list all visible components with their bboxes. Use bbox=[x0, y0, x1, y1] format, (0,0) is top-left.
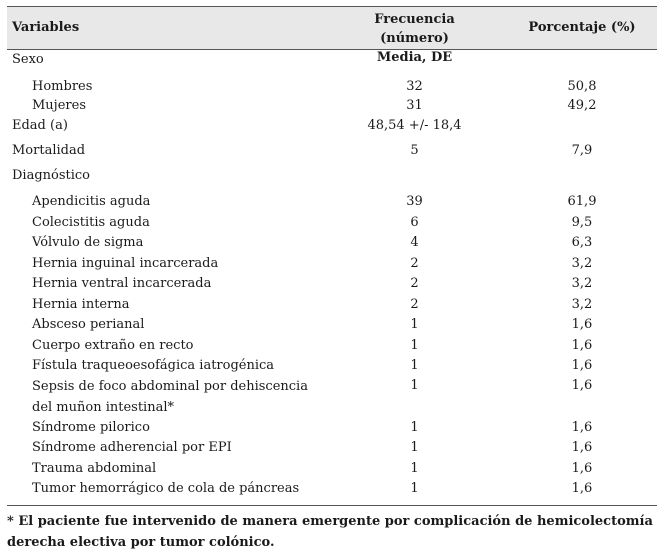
row-label: Sepsis de foco abdominal por dehiscencia del muñon intestinal* bbox=[32, 379, 308, 415]
row-percentage: 1,6 bbox=[571, 481, 593, 496]
row-percentage: 6,3 bbox=[571, 235, 593, 250]
row-frequency: 1 bbox=[410, 338, 419, 353]
row-label: Fístula traqueoesofágica iatrogénica bbox=[32, 358, 275, 373]
row-frequency: 1 bbox=[410, 420, 419, 435]
row-frequency: 4 bbox=[410, 235, 419, 250]
row-label: Tumor hemorrágico de cola de páncreas bbox=[32, 481, 300, 496]
row-frequency: 1 bbox=[410, 358, 419, 373]
section-label: Sexo bbox=[12, 52, 44, 67]
section-label: Edad (a) bbox=[12, 118, 68, 133]
row-frequency: 5 bbox=[410, 143, 419, 158]
row-frequency: 39 bbox=[406, 194, 423, 209]
row-percentage: 61,9 bbox=[567, 194, 597, 209]
row-frequency: 2 bbox=[410, 297, 419, 312]
header-variables: Variables bbox=[12, 20, 80, 35]
row-percentage: 1,6 bbox=[571, 358, 593, 373]
row-label: Cuerpo extraño en recto bbox=[32, 338, 194, 353]
row-frequency: 2 bbox=[410, 276, 419, 291]
row-frequency: 1 bbox=[410, 461, 419, 476]
table-footnote: * El paciente fue intervenido de manera emergente por complicación de hemicolectomía derecha electiva por tumor colónico. bbox=[7, 514, 653, 550]
row-percentage: 1,6 bbox=[571, 317, 593, 332]
row-frequency: 1 bbox=[410, 378, 419, 393]
row-percentage: 1,6 bbox=[571, 440, 593, 455]
header-frequency-line1: Frecuencia (número) bbox=[374, 12, 455, 46]
row-percentage: 7,9 bbox=[571, 143, 593, 158]
header-frequency bbox=[347, 10, 482, 67]
row-percentage: 9,5 bbox=[571, 215, 593, 230]
row-frequency: 32 bbox=[406, 79, 423, 94]
header-frequency-line2: Media, DE bbox=[376, 50, 453, 65]
row-label: Absceso perianal bbox=[32, 317, 145, 332]
row-frequency: 6 bbox=[410, 215, 419, 230]
row-label: Hombres bbox=[32, 79, 93, 94]
row-label: Hernia inguinal incarcerada bbox=[32, 256, 219, 271]
row-percentage: 3,2 bbox=[571, 256, 593, 271]
row-label: Mujeres bbox=[32, 98, 86, 113]
row-frequency: 1 bbox=[410, 440, 419, 455]
row-frequency: 1 bbox=[410, 481, 419, 496]
row-percentage: 3,2 bbox=[571, 276, 593, 291]
row-label: Trauma abdominal bbox=[32, 461, 157, 476]
edad-value: 48,54 +/- 18,4 bbox=[367, 118, 462, 133]
row-percentage: 50,8 bbox=[567, 79, 597, 94]
header-percentage: Porcentaje (%) bbox=[528, 20, 636, 35]
row-label: Colecistitis aguda bbox=[32, 215, 150, 230]
row-frequency: 31 bbox=[406, 98, 423, 113]
row-label: Vólvulo de sigma bbox=[32, 235, 144, 250]
row-label: Síndrome pilorico bbox=[32, 420, 150, 435]
table-bottom-rule bbox=[7, 505, 657, 506]
results-table bbox=[7, 6, 657, 496]
row-frequency: 2 bbox=[410, 256, 419, 271]
row-frequency: 1 bbox=[410, 317, 419, 332]
section-label: Mortalidad bbox=[12, 143, 86, 158]
row-percentage: 1,6 bbox=[571, 378, 593, 393]
row-label: Hernia ventral incarcerada bbox=[32, 276, 212, 291]
row-percentage: 1,6 bbox=[571, 461, 593, 476]
row-percentage: 1,6 bbox=[571, 338, 593, 353]
row-label: Hernia interna bbox=[32, 297, 130, 312]
row-label: Apendicitis aguda bbox=[32, 194, 151, 209]
row-percentage: 49,2 bbox=[567, 98, 597, 113]
section-label: Diagnóstico bbox=[12, 168, 91, 183]
row-percentage: 3,2 bbox=[571, 297, 593, 312]
row-label: Síndrome adherencial por EPI bbox=[32, 440, 232, 455]
row-percentage: 1,6 bbox=[571, 420, 593, 435]
